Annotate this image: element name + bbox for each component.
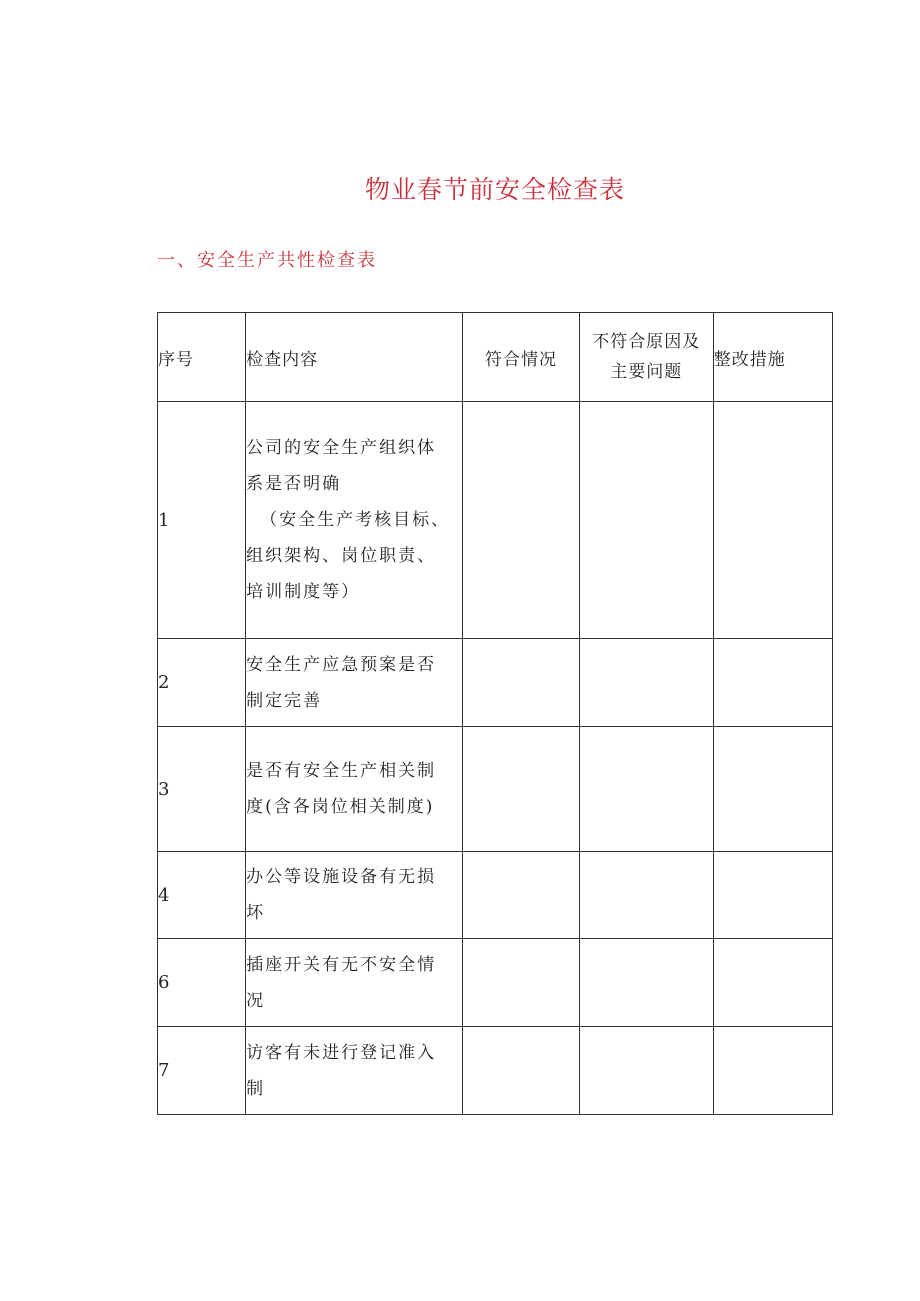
content-line: 插座开关有无不安全情 xyxy=(246,954,437,975)
fix-cell[interactable] xyxy=(713,939,832,1027)
header-reason-line1: 不符合原因及 xyxy=(592,332,701,352)
content-line: 公司的安全生产组织体 xyxy=(246,438,437,458)
row-content xyxy=(246,639,463,727)
content-line: 况 xyxy=(246,990,266,1011)
row-seq: 3 xyxy=(158,727,246,852)
table-row xyxy=(158,402,833,639)
comply-cell[interactable] xyxy=(463,939,579,1027)
content-line: 坏 xyxy=(246,903,266,923)
header-fix: 整改措施 xyxy=(713,313,832,402)
comply-cell[interactable] xyxy=(463,727,579,852)
row-content xyxy=(246,402,463,639)
row-content xyxy=(246,852,463,939)
row-content xyxy=(246,1027,463,1115)
content-line: 培训制度等） xyxy=(246,582,361,602)
comply-cell[interactable] xyxy=(463,852,579,939)
reason-cell[interactable] xyxy=(579,852,713,939)
row-seq: 6 xyxy=(158,939,246,1027)
content-line: 制定完善 xyxy=(246,690,323,711)
table-row xyxy=(158,852,833,939)
content-line: 度(含各岗位相关制度) xyxy=(246,797,435,817)
table-row xyxy=(158,1027,833,1115)
content-line: 组织架构、岗位职责、 xyxy=(246,546,437,566)
table-row xyxy=(158,727,833,852)
comply-cell[interactable] xyxy=(463,1027,579,1115)
content-line: 是否有安全生产相关制 xyxy=(246,761,437,781)
row-seq: 2 xyxy=(158,639,246,727)
reason-cell[interactable] xyxy=(579,402,713,639)
content-line: 制 xyxy=(246,1078,266,1099)
table-header-row xyxy=(158,313,833,402)
fix-cell[interactable] xyxy=(713,402,832,639)
reason-cell[interactable] xyxy=(579,939,713,1027)
content-line: 访客有未进行登记准入 xyxy=(246,1042,437,1063)
row-seq: 7 xyxy=(158,1027,246,1115)
content-line: 系是否明确 xyxy=(246,474,342,494)
table-row xyxy=(158,939,833,1027)
content-line: （安全生产考核目标、 xyxy=(260,510,451,530)
content-line: 办公等设施设备有无损 xyxy=(246,867,437,887)
reason-cell[interactable] xyxy=(579,639,713,727)
row-seq: 1 xyxy=(158,402,246,639)
reason-cell[interactable] xyxy=(579,1027,713,1115)
section-heading: 一、安全生产共性检查表 xyxy=(157,250,377,271)
comply-cell[interactable] xyxy=(463,639,579,727)
row-content xyxy=(246,727,463,852)
header-reason-line2: 主要问题 xyxy=(610,362,683,382)
fix-cell[interactable] xyxy=(713,1027,832,1115)
fix-cell[interactable] xyxy=(713,852,832,939)
safety-checklist-table xyxy=(157,312,833,1115)
header-seq: 序号 xyxy=(158,313,246,402)
header-comply: 符合情况 xyxy=(463,313,579,402)
fix-cell[interactable] xyxy=(713,639,832,727)
header-content: 检查内容 xyxy=(246,313,463,402)
page-title: 物业春节前安全检查表 xyxy=(364,175,625,204)
row-content xyxy=(246,939,463,1027)
row-seq: 4 xyxy=(158,852,246,939)
table-row xyxy=(158,639,833,727)
content-line: 安全生产应急预案是否 xyxy=(246,654,437,675)
header-reason xyxy=(579,313,713,402)
reason-cell[interactable] xyxy=(579,727,713,852)
comply-cell[interactable] xyxy=(463,402,579,639)
fix-cell[interactable] xyxy=(713,727,832,852)
